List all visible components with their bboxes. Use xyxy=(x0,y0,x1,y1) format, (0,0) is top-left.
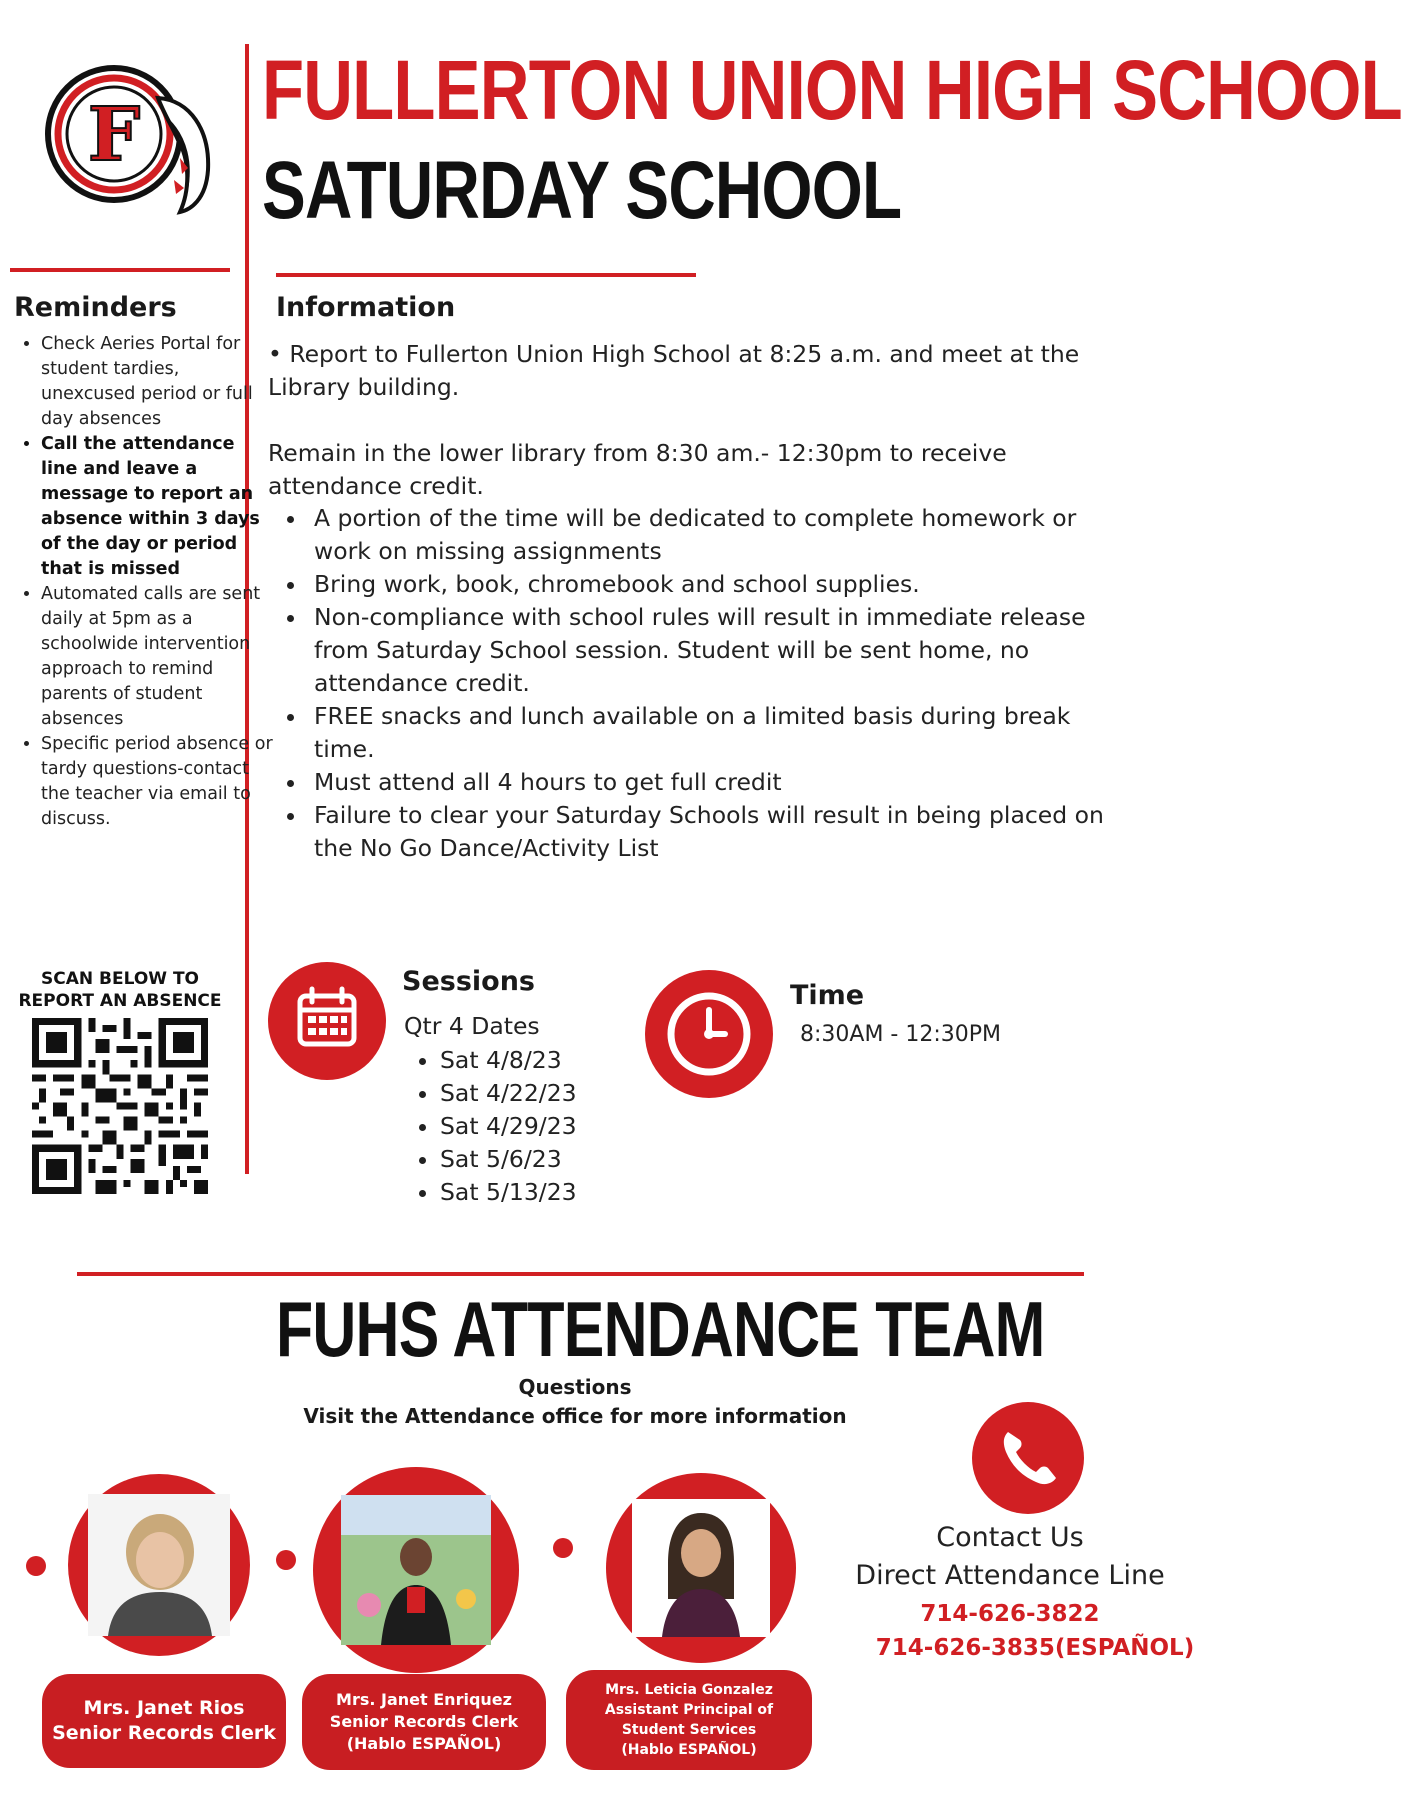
staff-badge xyxy=(302,1674,546,1770)
list-item: • Non-compliance with school rules will result in immediate release from Saturday School session. Student will be sent home, no attendance credit. xyxy=(308,601,1128,700)
list-item: • Check Aeries Portal for student tardies, unexcused period or full day absences xyxy=(41,332,273,432)
avatar xyxy=(632,1499,770,1637)
list-item: • Specific period absence or tardy questions-contact the teacher via email to discuss. xyxy=(41,732,273,832)
qr-code[interactable] xyxy=(32,1018,208,1194)
list-item: • Sat 5/13/23 xyxy=(440,1176,577,1209)
calendar-icon xyxy=(268,962,386,1080)
decorative-dot xyxy=(553,1538,573,1558)
staff-name: Mrs. Janet Enriquez xyxy=(336,1690,512,1709)
sessions-heading: Sessions xyxy=(402,966,535,997)
info-paragraph: • Report to Fullerton Union High School at 8:25 a.m. and meet at the Library building. xyxy=(268,340,1080,401)
time-value: 8:30AM - 12:30PM xyxy=(800,1022,1002,1047)
avatar xyxy=(88,1494,230,1636)
time-heading: Time xyxy=(790,980,865,1011)
logo-letter: F xyxy=(87,92,141,178)
info-bullets xyxy=(300,502,1128,865)
list-item: • A portion of the time will be dedicated to complete homework or work on missing assignments xyxy=(308,502,1128,568)
reminders-heading: Reminders xyxy=(14,292,177,323)
page-subtitle: SATURDAY SCHOOL xyxy=(262,145,902,236)
clock-icon xyxy=(645,970,773,1098)
list-item: • Must attend all 4 hours to get full credit xyxy=(308,766,1128,799)
staff-role: Senior Records Clerk xyxy=(52,1722,276,1744)
list-item: • Automated calls are sent daily at 5pm as a schoolwide intervention approach to remind parents of student absences xyxy=(41,582,273,732)
contact-line-label: Direct Attendance Line xyxy=(855,1560,1165,1591)
staff-photo-frame xyxy=(606,1473,796,1663)
sessions-subheading: Qtr 4 Dates xyxy=(404,1012,540,1040)
qr-caption: SCAN BELOW TO REPORT AN ABSENCE xyxy=(18,969,222,1011)
staff-language: (Hablo ESPAÑOL) xyxy=(346,1734,502,1753)
reminders-list xyxy=(14,332,273,832)
contact-heading: Contact Us xyxy=(936,1522,1084,1553)
staff-badge xyxy=(566,1670,812,1770)
phone-number[interactable]: 714-626-3822 xyxy=(920,1601,1100,1627)
staff-photo-frame xyxy=(313,1467,519,1673)
staff-name: Mrs. Janet Rios xyxy=(83,1697,245,1719)
page-title: FULLERTON UNION HIGH SCHOOL xyxy=(262,43,1402,137)
staff-name: Mrs. Leticia Gonzalez xyxy=(605,1682,773,1698)
list-item: • Sat 4/22/23 xyxy=(440,1077,577,1110)
list-item: • Sat 4/29/23 xyxy=(440,1110,577,1143)
school-logo xyxy=(40,60,220,220)
list-item: • Sat 4/8/23 xyxy=(440,1044,577,1077)
reminders-divider xyxy=(10,268,230,272)
team-heading: FUHS ATTENDANCE TEAM xyxy=(276,1285,1045,1373)
info-paragraph: Remain in the lower library from 8:30 am.- 12:30pm to receive attendance credit. xyxy=(268,439,1007,500)
staff-badge xyxy=(42,1674,286,1768)
decorative-dot xyxy=(276,1550,296,1570)
list-item: • Failure to clear your Saturday Schools will result in being placed on the No Go Dance/Activity List xyxy=(308,799,1128,865)
staff-language: (Hablo ESPAÑOL) xyxy=(621,1742,757,1758)
avatar xyxy=(341,1495,491,1645)
staff-role: Assistant Principal of Student Services xyxy=(604,1702,774,1738)
title-underline xyxy=(276,273,696,277)
list-item: • Bring work, book, chromebook and school supplies. xyxy=(308,568,1128,601)
staff-photo-frame xyxy=(68,1474,250,1656)
list-item: • Call the attendance line and leave a message to report an absence within 3 days of the day or period that is missed xyxy=(41,432,273,582)
visit-office-text: Visit the Attendance office for more information xyxy=(303,1404,847,1428)
list-item: • FREE snacks and lunch available on a limited basis during break time. xyxy=(308,700,1128,766)
team-divider xyxy=(77,1272,1084,1276)
phone-number-spanish[interactable]: 714-626-3835(ESPAÑOL) xyxy=(875,1635,1195,1661)
staff-role: Senior Records Clerk xyxy=(329,1712,519,1731)
information-heading: Information xyxy=(276,292,456,323)
list-item: • Sat 5/6/23 xyxy=(440,1143,577,1176)
decorative-dot xyxy=(26,1556,46,1576)
phone-icon[interactable] xyxy=(972,1402,1084,1514)
questions-label: Questions xyxy=(518,1375,632,1399)
session-dates xyxy=(420,1044,577,1209)
